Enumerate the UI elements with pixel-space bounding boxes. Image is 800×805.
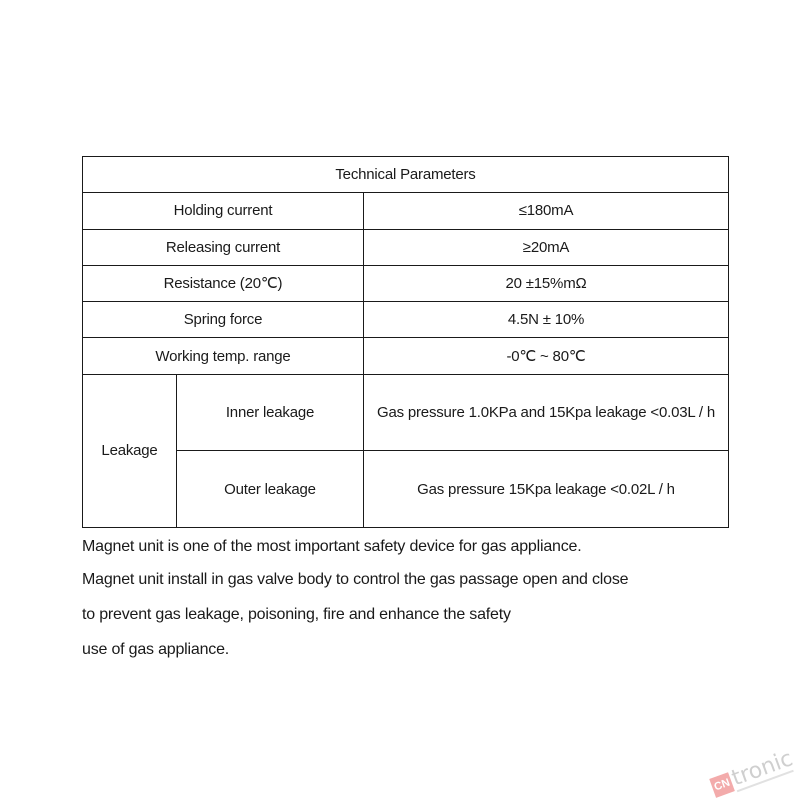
param-value: ≤180mA — [364, 193, 729, 229]
param-label: Releasing current — [83, 229, 364, 265]
inner-leakage-value: Gas pressure 1.0KPa and 15Kpa leakage <0.03L / h — [364, 374, 729, 451]
watermark-text: tronic — [728, 746, 797, 792]
param-value: ≥20mA — [364, 229, 729, 265]
cntronic-watermark-logo — [707, 746, 797, 805]
outer-leakage-value: Gas pressure 15Kpa leakage <0.02L / h — [364, 451, 729, 528]
param-label: Resistance (20℃) — [83, 265, 364, 301]
table-title: Technical Parameters — [83, 157, 729, 193]
param-label: Spring force — [83, 302, 364, 338]
param-value: 4.5N ± 10% — [364, 302, 729, 338]
inner-leakage-label: Inner leakage — [177, 374, 364, 451]
watermark-badge: CN — [709, 772, 735, 798]
table-row — [83, 265, 729, 301]
param-label: Working temp. range — [83, 338, 364, 374]
description-line: Magnet unit is one of the most important safety device for gas appliance. — [82, 538, 582, 555]
outer-leakage-label: Outer leakage — [177, 451, 364, 528]
table-row-leakage-outer — [83, 451, 729, 528]
param-value: 20 ±15%mΩ — [364, 265, 729, 301]
table-row — [83, 338, 729, 374]
table-header-row — [83, 157, 729, 193]
description-line: Magnet unit install in gas valve body to control the gas passage open and close — [82, 571, 629, 588]
leakage-label: Leakage — [83, 374, 177, 527]
param-label: Holding current — [83, 193, 364, 229]
description-line: to prevent gas leakage, poisoning, fire and enhance the safety — [82, 606, 511, 623]
table-row — [83, 193, 729, 229]
technical-parameters-table — [82, 156, 729, 528]
param-value: -0℃ ~ 80℃ — [364, 338, 729, 374]
table-row-leakage-inner — [83, 374, 729, 451]
description-line: use of gas appliance. — [82, 641, 230, 658]
table-row — [83, 302, 729, 338]
table-row — [83, 229, 729, 265]
